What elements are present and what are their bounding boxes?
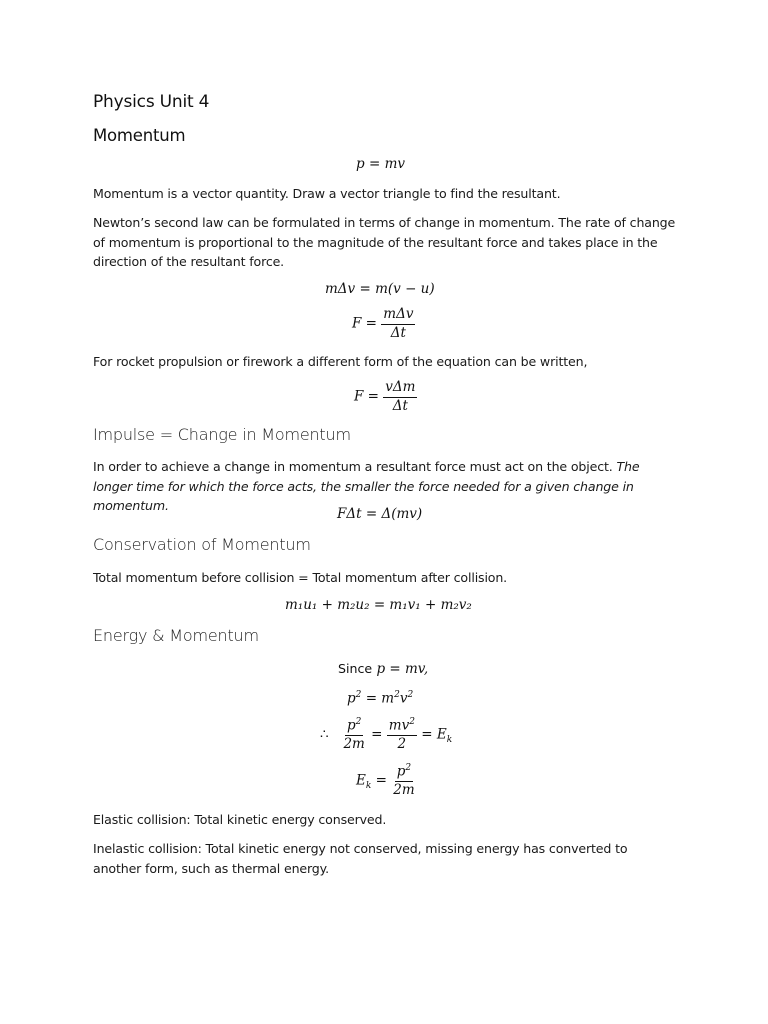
denominator: 2m: [343, 736, 365, 753]
superscript: 2: [407, 690, 414, 700]
eq-lhs-p: p: [347, 690, 356, 707]
equals-sign: =: [359, 281, 376, 297]
equation-force-momentum: [352, 307, 415, 341]
momentum-heading: Momentum: [93, 126, 186, 145]
since-equation: p = mv,: [376, 661, 429, 677]
subscript: k: [446, 734, 453, 745]
numerator: [395, 763, 413, 782]
eq-lhs: mΔv: [325, 281, 356, 297]
equation-p-squared: [347, 690, 413, 707]
denominator: 2m: [393, 782, 415, 799]
denominator: Δt: [390, 324, 406, 341]
impulse-italic-text: The longer time for which the force acts, the smaller the force needed for a given change in momentum.: [93, 459, 640, 513]
equals-sign: =: [368, 156, 385, 172]
eq-rhs-m: m: [381, 690, 395, 707]
fraction: [391, 763, 416, 799]
equation-impulse: [337, 506, 422, 522]
equals-sign: =: [375, 772, 392, 789]
superscript: 2: [409, 717, 415, 727]
equation-force-rocket: [354, 380, 417, 414]
eq-lhs: F: [354, 388, 364, 405]
equation-m-delta-v: [325, 281, 435, 297]
numerator: vΔm: [383, 380, 417, 398]
fraction: [341, 717, 366, 753]
fraction: [381, 307, 415, 341]
rocket-propulsion-paragraph: For rocket propulsion or firework a different form of the equation can be written,: [93, 354, 588, 369]
since-statement: [338, 661, 428, 677]
denominator: 2: [397, 736, 407, 753]
since-word: Since: [338, 661, 373, 676]
ek-symbol: E: [436, 726, 447, 743]
superscript: 2: [394, 690, 400, 700]
subscript: k: [365, 780, 372, 791]
conservation-paragraph: Total momentum before collision = Total momentum after collision.: [93, 570, 508, 585]
superscript: 2: [355, 717, 362, 727]
momentum-vector-paragraph: Momentum is a vector quantity. Draw a vector triangle to find the resultant.: [93, 186, 561, 201]
ek-symbol: E: [356, 772, 366, 789]
equation-conservation: m₁u₁ + m₂u₂ = m₁v₁ + m₂v₂: [285, 597, 472, 613]
eq-lhs: FΔt: [337, 506, 362, 522]
equation-kinetic-energy: [320, 717, 452, 753]
inelastic-collision-paragraph: Inelastic collision: Total kinetic energy not conserved, missing energy has converted to another form, such as thermal energy.: [93, 841, 628, 876]
numerator: [345, 717, 363, 736]
equals-sign: =: [365, 506, 382, 522]
page-title: Physics Unit 4: [93, 92, 210, 112]
equals-sign: =: [365, 690, 382, 707]
fraction: [387, 717, 417, 753]
therefore-symbol: ∴: [320, 726, 329, 743]
superscript: 2: [405, 763, 412, 773]
fraction: [383, 380, 417, 414]
impulse-heading: Impulse = Change in Momentum: [93, 425, 351, 444]
numerator-base: mv: [388, 717, 410, 734]
numerator-base: p: [346, 717, 356, 734]
equals-sign: =: [421, 726, 437, 743]
numerator: mΔv: [381, 307, 415, 325]
superscript: 2: [355, 690, 362, 700]
eq-rhs: Δ(mv): [381, 506, 423, 522]
eq-rhs: m(v − u): [375, 281, 435, 297]
newton-second-law-paragraph: Newton’s second law can be formulated in terms of change in momentum. The rate of change of momentum is proportional to the magnitude of the resultant force and takes place in the direction of the resultant force.: [93, 215, 676, 269]
eq-lhs: p: [356, 156, 365, 172]
equals-sign: =: [367, 388, 384, 405]
numerator-base: p: [396, 763, 406, 780]
energy-momentum-heading: Energy & Momentum: [93, 626, 259, 645]
eq-rhs-v: v: [399, 690, 408, 707]
elastic-collision-paragraph: Elastic collision: Total kinetic energy conserved.: [93, 812, 387, 827]
eq-lhs: F: [352, 315, 362, 332]
numerator: [387, 717, 417, 736]
equation-ek-momentum: [356, 763, 417, 799]
conservation-heading: Conservation of Momentum: [93, 535, 311, 554]
equation-p-mv: [356, 156, 405, 172]
impulse-text: In order to achieve a change in momentum a resultant force must act on the object.: [93, 459, 617, 474]
equals-sign: =: [365, 315, 382, 332]
eq-rhs: mv: [384, 156, 405, 172]
denominator: Δt: [392, 397, 408, 414]
equals-sign: =: [371, 726, 383, 743]
